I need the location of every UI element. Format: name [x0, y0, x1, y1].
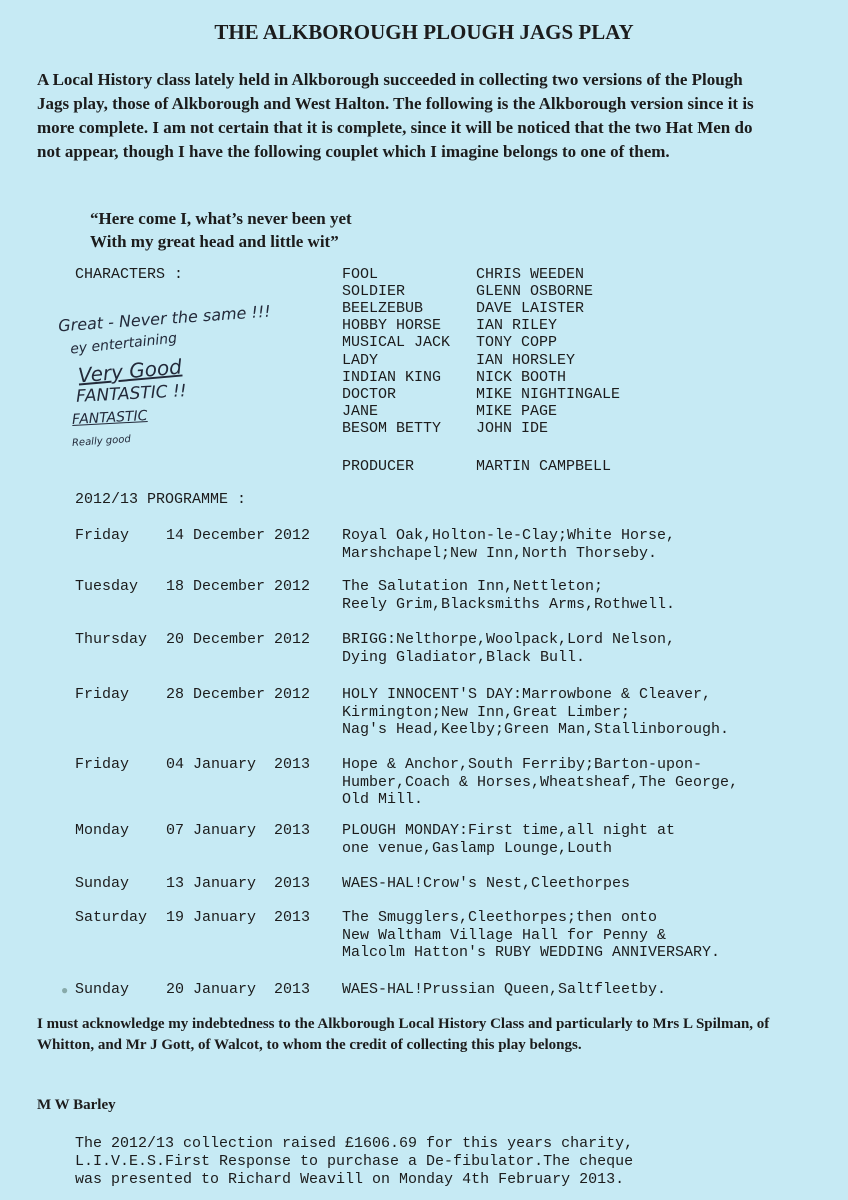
event-date: 18 December 2012 — [166, 578, 311, 595]
programme-label: 2012/13 PROGRAMME : — [75, 491, 247, 508]
event-day: Thursday — [75, 631, 148, 648]
signoff: M W Barley — [37, 1097, 116, 1113]
cast-actor: NICK BOOTH — [476, 368, 567, 386]
event-day: Friday — [75, 686, 130, 703]
event-venue-line: Dying Gladiator,Black Bull. — [342, 648, 586, 666]
event-day: Monday — [75, 822, 130, 839]
event-date: 20 December 2012 — [166, 631, 311, 648]
cast-actor: TONY COPP — [476, 334, 558, 352]
footer-line: The 2012/13 collection raised £1606.69 for this years charity, — [75, 1135, 634, 1152]
handwritten-note: Great - Never the same !!! — [57, 301, 272, 336]
cast-actor: GLENN OSBORNE — [476, 283, 594, 301]
quote-line-2: With my great head and little wit” — [90, 232, 339, 251]
cast-role: HOBBY HORSE — [342, 317, 442, 335]
cast-role: LADY — [342, 351, 379, 369]
event-venue-line: Kirmington;New Inn,Great Limber; — [342, 703, 631, 721]
cast-role: MUSICAL JACK — [342, 334, 451, 352]
event-venue-line: New Waltham Village Hall for Penny & — [342, 926, 667, 944]
event-venue-line: Old Mill. — [342, 791, 424, 808]
event-venue-line: Royal Oak,Holton-le-Clay;White Horse, — [342, 527, 676, 544]
cast-actor: DAVE LAISTER — [476, 300, 585, 318]
producer-role: PRODUCER — [342, 458, 415, 475]
handwritten-note: FANTASTIC !! — [75, 381, 188, 407]
event-day: Saturday — [75, 909, 148, 926]
cast-role: DOCTOR — [342, 385, 397, 403]
event-date: 14 December 2012 — [166, 527, 311, 544]
event-date: 28 December 2012 — [166, 686, 311, 703]
quote-line-1: “Here come I, what’s never been yet — [90, 209, 352, 228]
characters-label: CHARACTERS : — [75, 266, 184, 283]
event-venue-line: HOLY INNOCENT'S DAY:Marrowbone & Cleaver, — [342, 686, 712, 703]
event-venue-line: Nag's Head,Keelby;Green Man,Stallinborough. — [342, 721, 730, 738]
page-title: THE ALKBOROUGH PLOUGH JAGS PLAY — [214, 20, 634, 44]
event-day: Sunday — [75, 981, 130, 998]
cast-actor: JOHN IDE — [476, 419, 549, 437]
cast-role: JANE — [342, 402, 379, 420]
closing-paragraph: I must acknowledge my indebtedness to the Alkborough Local History Class and particularly to Mrs L Spilman, of Whitton, and Mr J Gott, of Walcot, to whom the credit of collecting this play belongs. — [37, 1016, 770, 1053]
handwritten-note: ey entertaining — [69, 330, 178, 358]
event-venue-line: The Salutation Inn,Nettleton; — [342, 578, 604, 595]
cast-actor: CHRIS WEEDEN — [476, 266, 585, 283]
cast-actor: MIKE PAGE — [476, 402, 558, 420]
cast-actor: IAN HORSLEY — [476, 351, 576, 369]
event-day: Sunday — [75, 875, 130, 892]
intro-paragraph: A Local History class lately held in Alkborough succeeded in collecting two versions of the Plough Jags play, those of Alkborough and West Halton. The following is the Alkborough version since it is more complete. I am not certain that it is complete, since it will be noticed that the two Hat Men do not appear, though I have the following couplet which I imagine belongs to one of them. — [37, 70, 754, 161]
cast-actor: IAN RILEY — [476, 317, 558, 335]
event-venue-line: Marshchapel;New Inn,North Thorseby. — [342, 544, 658, 562]
event-date: 20 January 2013 — [166, 981, 311, 998]
event-venue-line: Malcolm Hatton's RUBY WEDDING ANNIVERSARY. — [342, 944, 721, 961]
handwritten-note: Very Good — [77, 354, 183, 388]
footer-line: was presented to Richard Weavill on Monday 4th February 2013. — [75, 1171, 625, 1188]
event-venue-line: Reely Grim,Blacksmiths Arms,Rothwell. — [342, 595, 676, 613]
bullet-mark: ● — [61, 983, 69, 997]
event-venue-line: BRIGG:Nelthorpe,Woolpack,Lord Nelson, — [342, 631, 676, 648]
cast-role: BEELZEBUB — [342, 300, 424, 318]
handwritten-note: Really good — [71, 433, 132, 450]
footer-line: L.I.V.E.S.First Response to purchase a De-fibulator.The cheque — [75, 1153, 634, 1170]
event-venue-line: Humber,Coach & Horses,Wheatsheaf,The George, — [342, 773, 739, 791]
event-date: 07 January 2013 — [166, 822, 311, 839]
cast-role: INDIAN KING — [342, 368, 442, 386]
event-venue-line: PLOUGH MONDAY:First time,all night at — [342, 822, 676, 839]
event-date: 19 January 2013 — [166, 909, 311, 926]
footer-note — [75, 1135, 633, 1189]
event-day: Friday — [75, 756, 130, 773]
event-date: 13 January 2013 — [166, 875, 311, 892]
event-day: Tuesday — [75, 578, 139, 595]
event-venue-line: one venue,Gaslamp Lounge,Louth — [342, 839, 613, 857]
cast-role: FOOL — [342, 266, 379, 283]
event-venue-line: Hope & Anchor,South Ferriby;Barton-upon- — [342, 756, 703, 773]
event-date: 04 January 2013 — [166, 756, 311, 773]
cast-actor: MIKE NIGHTINGALE — [476, 385, 621, 403]
producer-name: MARTIN CAMPBELL — [476, 458, 612, 475]
cast-role: BESOM BETTY — [342, 419, 442, 437]
handwritten-note: FANTASTIC — [71, 408, 148, 428]
couplet-quote — [90, 207, 352, 253]
cast-role: SOLDIER — [342, 283, 406, 301]
event-venue-line: WAES-HAL!Crow's Nest,Cleethorpes — [342, 875, 631, 892]
event-day: Friday — [75, 527, 130, 544]
event-venue-line: WAES-HAL!Prussian Queen,Saltfleetby. — [342, 981, 667, 998]
event-venue-line: The Smugglers,Cleethorpes;then onto — [342, 909, 658, 926]
